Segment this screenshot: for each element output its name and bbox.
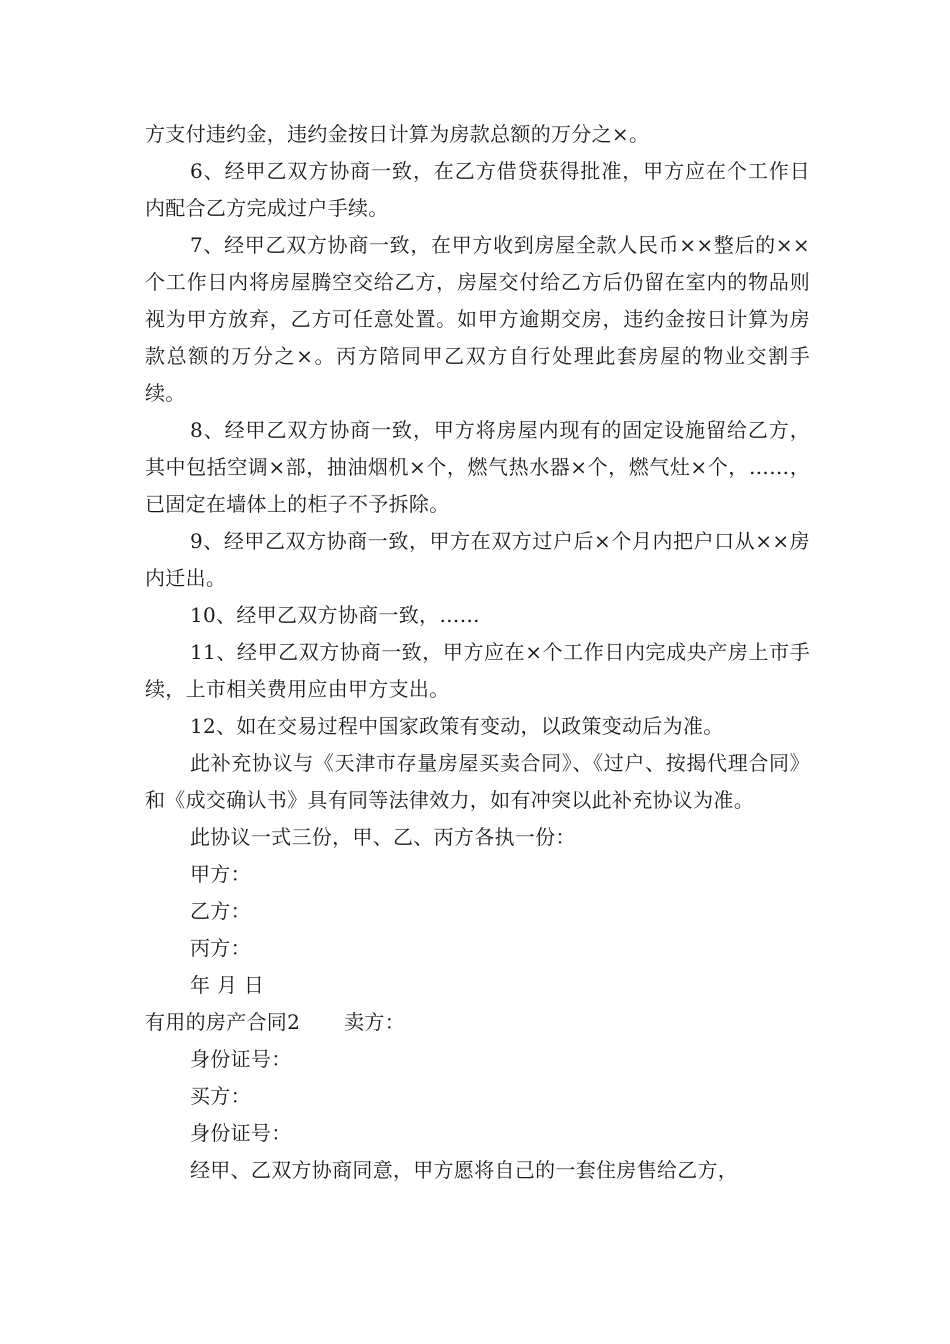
signature-party-a: 甲方： (190, 862, 251, 886)
signature-party-b: 乙方： (190, 899, 251, 923)
paragraph: 此协议一式三份，甲、乙、丙方各执一份： (190, 825, 576, 849)
paragraph: 8、经甲乙双方协商一致，甲方将房屋内现有的固定设施留给乙方，其中包括空调×部，抽油烟机×个，燃气热水器×个，燃气灶×个，……，已固定在墙体上的柜子不予拆除。 (145, 418, 810, 516)
document-body (145, 116, 810, 1189)
paragraph: 此补充协议与《天津市存量房屋买卖合同》、《过户、按揭代理合同》和《成交确认书》具有同等法律效力，如有冲突以此补充协议为准。 (145, 751, 810, 812)
paragraph: 11、经甲乙双方协商一致，甲方应在×个工作日内完成央产房上市手续，上市相关费用应由甲方支出。 (145, 640, 810, 701)
paragraph: 买方： (190, 1084, 251, 1108)
paragraph: 6、经甲乙双方协商一致，在乙方借贷获得批准，甲方应在个工作日内配合乙方完成过户手续。 (145, 159, 810, 220)
seller-label: 卖方： (344, 1010, 406, 1034)
date-line: 年 月 日 (190, 973, 265, 997)
paragraph: 7、经甲乙双方协商一致，在甲方收到房屋全款人民币××整后的××个工作日内将房屋腾空交给乙方，房屋交付给乙方后仍留在室内的物品则视为甲方放弃，乙方可任意处置。如甲方逾期交房，违约金按日计算为房款总额的万分之×。丙方陪同甲乙双方自行处理此套房屋的物业交割手续。 (145, 233, 810, 405)
paragraph: 身份证号： (190, 1047, 292, 1071)
paragraph: 10、经甲乙双方协商一致，…… (190, 603, 480, 627)
signature-party-c: 丙方： (190, 936, 251, 960)
paragraph: 身份证号： (190, 1121, 292, 1145)
section-title-line (145, 1004, 810, 1041)
paragraph: 方支付违约金，违约金按日计算为房款总额的万分之×。 (145, 122, 650, 146)
section-title: 有用的房产合同2 (145, 1010, 301, 1034)
paragraph: 经甲、乙双方协商同意，甲方愿将自己的一套住房售给乙方， (190, 1158, 739, 1182)
paragraph: 12、如在交易过程中国家政策有变动，以政策变动后为准。 (190, 714, 724, 738)
paragraph: 9、经甲乙双方协商一致，甲方在双方过户后×个月内把户口从××房内迁出。 (145, 529, 810, 590)
